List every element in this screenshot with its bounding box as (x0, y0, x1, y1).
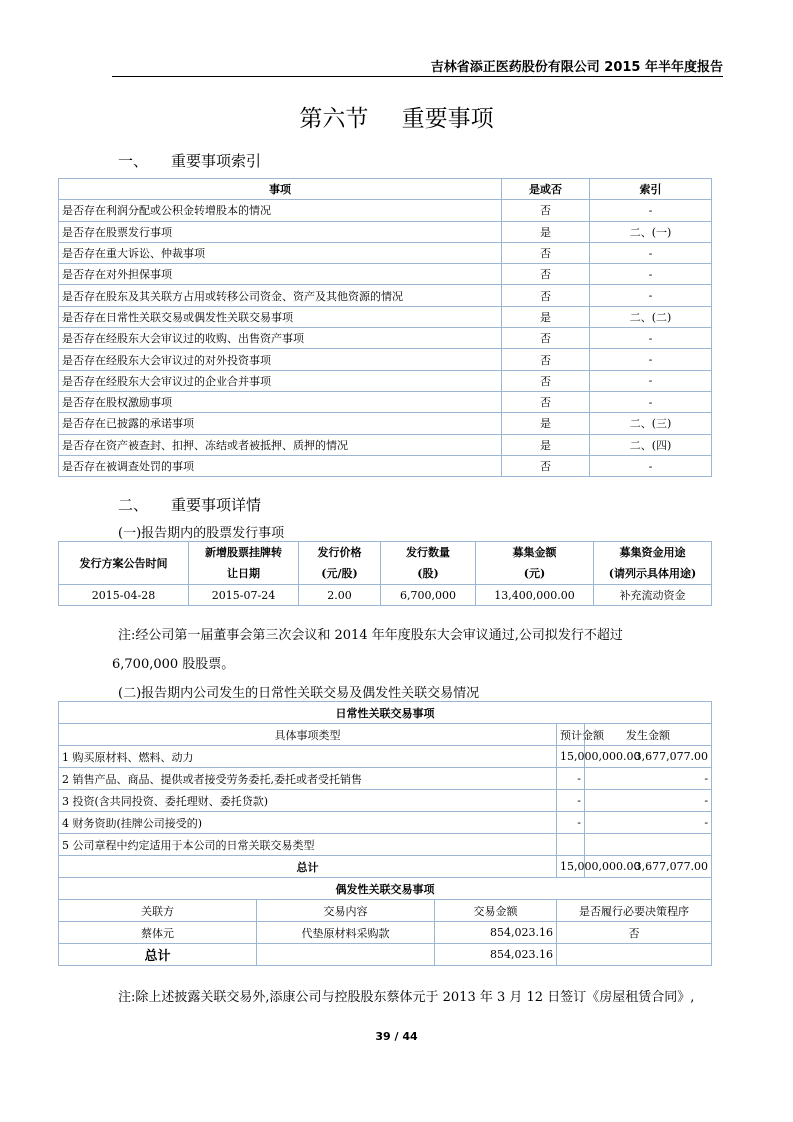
daily-row (59, 768, 712, 790)
occasional-total-content (257, 944, 435, 966)
index-item: 是否存在经股东大会审议过的对外投资事项 (59, 349, 502, 370)
occasional-header-content: 交易内容 (257, 900, 435, 922)
occasional-content: 代垫原材料采购款 (257, 922, 435, 944)
index-row (59, 455, 712, 476)
occasional-procedure: 否 (557, 922, 712, 944)
daily-row (59, 746, 712, 768)
index-yesno: 是 (502, 306, 590, 327)
occasional-total-procedure (557, 944, 712, 966)
occasional-header-procedure: 是否履行必要决策程序 (557, 900, 712, 922)
daily-header-actual: 发生金额 (585, 724, 712, 746)
index-item: 是否存在资产被查封、扣押、冻结或者被抵押、质押的情况 (59, 434, 502, 455)
index-item: 是否存在股东及其关联方占用或转移公司资金、资产及其他资源的情况 (59, 285, 502, 306)
col-header-item: 事项 (59, 179, 502, 200)
index-ref: - (590, 264, 712, 285)
index-ref: - (590, 200, 712, 221)
index-yesno: 否 (502, 200, 590, 221)
daily-estimated: 15,000,000.00 (557, 746, 585, 768)
related-transactions-table (58, 701, 712, 966)
daily-type: 2 销售产品、商品、提供或者接受劳务委托,委托或者受托销售 (59, 768, 557, 790)
daily-type: 1 购买原材料、燃料、动力 (59, 746, 557, 768)
part1-number: 一、 (118, 152, 149, 170)
daily-row (59, 790, 712, 812)
daily-total-label: 总计 (59, 856, 557, 878)
note1-line1: 注:经公司第一届董事会第三次会议和 2014 年年度股东大会审议通过,公司拟发行不超过 (118, 628, 623, 643)
issue-header-quantity: 发行数量 (股) (381, 542, 476, 585)
index-item: 是否存在经股东大会审议过的收购、出售资产事项 (59, 328, 502, 349)
issue-amount: 13,400,000.00 (476, 585, 594, 606)
index-row (59, 221, 712, 242)
daily-title-row (59, 702, 712, 724)
daily-table-title: 日常性关联交易事项 (59, 702, 712, 724)
index-row (59, 413, 712, 434)
part1-heading (118, 150, 261, 171)
index-ref: - (590, 391, 712, 412)
issue-header-amount: 募集金额 (元) (476, 542, 594, 585)
index-ref: 二、(一) (590, 221, 712, 242)
index-ref: 二、(三) (590, 413, 712, 434)
index-row (59, 349, 712, 370)
part2-title: 重要事项详情 (171, 496, 262, 514)
occasional-total-amount: 854,023.16 (435, 944, 557, 966)
index-header-row (59, 179, 712, 200)
daily-estimated (557, 834, 585, 856)
index-item: 是否存在对外担保事项 (59, 264, 502, 285)
index-row (59, 242, 712, 263)
issue-usage: 补充流动资金 (594, 585, 712, 606)
index-ref: 二、(四) (590, 434, 712, 455)
index-ref: - (590, 455, 712, 476)
part1-title: 重要事项索引 (171, 152, 262, 170)
index-yesno: 否 (502, 349, 590, 370)
index-item: 是否存在股票发行事项 (59, 221, 502, 242)
report-header-title: 吉林省添正医药股份有限公司 2015 年半年度报告 (430, 60, 723, 75)
col-header-index: 索引 (590, 179, 712, 200)
daily-header-row (59, 724, 712, 746)
daily-row (59, 812, 712, 834)
stock-issue-table (58, 541, 712, 606)
daily-actual: - (585, 812, 712, 834)
daily-type: 3 投资(含共同投资、委托理财、委托贷款) (59, 790, 557, 812)
index-item: 是否存在日常性关联交易或偶发性关联交易事项 (59, 306, 502, 327)
occasional-header-amount: 交易金额 (435, 900, 557, 922)
issue-header-announce-date: 发行方案公告时间 (59, 542, 189, 585)
daily-row (59, 834, 712, 856)
daily-type: 5 公司章程中约定适用于本公司的日常关联交易类型 (59, 834, 557, 856)
index-item: 是否存在重大诉讼、仲裁事项 (59, 242, 502, 263)
issue-price: 2.00 (299, 585, 381, 606)
daily-header-type: 具体事项类型 (59, 724, 557, 746)
index-item: 是否存在利润分配或公积金转增股本的情况 (59, 200, 502, 221)
index-yesno: 否 (502, 264, 590, 285)
note1-line2: 6,700,000 股股票。 (112, 657, 235, 672)
index-item: 是否存在被调查处罚的事项 (59, 455, 502, 476)
issue-header-price: 发行价格 (元/股) (299, 542, 381, 585)
index-item: 是否存在股权激励事项 (59, 391, 502, 412)
daily-actual (585, 834, 712, 856)
daily-estimated: - (557, 790, 585, 812)
section-title: 第六节 重要事项 (299, 106, 494, 132)
daily-total-actual: 3,677,077.00 (585, 856, 712, 878)
index-yesno: 否 (502, 455, 590, 476)
part2-heading (118, 494, 261, 515)
issue-data-row (59, 585, 712, 606)
occasional-amount: 854,023.16 (435, 922, 557, 944)
index-table (58, 178, 712, 477)
daily-estimated: - (557, 768, 585, 790)
index-yesno: 否 (502, 391, 590, 412)
index-row (59, 434, 712, 455)
index-row (59, 264, 712, 285)
daily-total-row (59, 856, 712, 878)
daily-actual: - (585, 790, 712, 812)
index-yesno: 否 (502, 328, 590, 349)
occasional-total-label: 总计 (59, 944, 257, 966)
index-item: 是否存在经股东大会审议过的企业合并事项 (59, 370, 502, 391)
sub1-title: (一)报告期内的股票发行事项 (118, 526, 285, 541)
issue-listing-date: 2015-07-24 (189, 585, 299, 606)
index-item: 是否存在已披露的承诺事项 (59, 413, 502, 434)
index-ref: - (590, 370, 712, 391)
index-row (59, 391, 712, 412)
issue-announce-date: 2015-04-28 (59, 585, 189, 606)
issue-header-listing-date: 新增股票挂牌转 让日期 (189, 542, 299, 585)
occasional-party: 蔡体元 (59, 922, 257, 944)
occasional-header-party: 关联方 (59, 900, 257, 922)
index-ref: - (590, 285, 712, 306)
index-row (59, 200, 712, 221)
daily-type: 4 财务资助(挂牌公司接受的) (59, 812, 557, 834)
index-row (59, 306, 712, 327)
daily-header-estimated: 预计金额 (557, 724, 585, 746)
issue-quantity: 6,700,000 (381, 585, 476, 606)
index-ref: - (590, 349, 712, 370)
index-row (59, 370, 712, 391)
index-yesno: 否 (502, 285, 590, 306)
header-rule (112, 76, 723, 77)
daily-total-estimated: 15,000,000.00 (557, 856, 585, 878)
occasional-total-row (59, 944, 712, 966)
occasional-header-row (59, 900, 712, 922)
issue-header-row (59, 542, 712, 585)
sub2-title: (二)报告期内公司发生的日常性关联交易及偶发性关联交易情况 (118, 686, 480, 701)
index-row (59, 328, 712, 349)
index-yesno: 是 (502, 434, 590, 455)
index-yesno: 是 (502, 221, 590, 242)
daily-actual: 3,677,077.00 (585, 746, 712, 768)
index-yesno: 否 (502, 370, 590, 391)
occasional-title-row (59, 878, 712, 900)
index-yesno: 是 (502, 413, 590, 434)
issue-header-usage: 募集资金用途 (请列示具体用途) (594, 542, 712, 585)
part2-number: 二、 (118, 496, 149, 514)
note2-text: 注:除上述披露关联交易外,添康公司与控股股东蔡体元于 2013 年 3 月 12 日签订《房屋租赁合同》, (118, 990, 695, 1005)
index-ref: - (590, 242, 712, 263)
index-ref: 二、(二) (590, 306, 712, 327)
index-row (59, 285, 712, 306)
index-yesno: 否 (502, 242, 590, 263)
col-header-yesno: 是或否 (502, 179, 590, 200)
occasional-data-row (59, 922, 712, 944)
page-number: 39 / 44 (375, 1030, 418, 1043)
occasional-table-title: 偶发性关联交易事项 (59, 878, 712, 900)
index-ref: - (590, 328, 712, 349)
daily-estimated: - (557, 812, 585, 834)
daily-actual: - (585, 768, 712, 790)
